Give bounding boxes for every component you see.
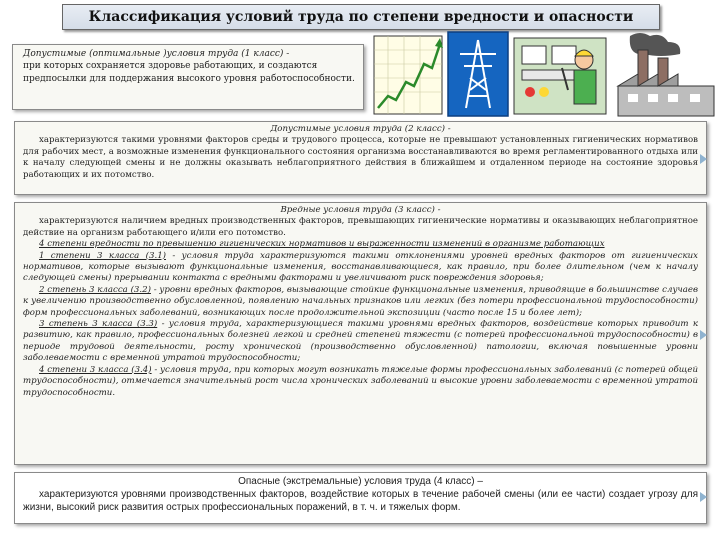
class3-text: характеризуются наличием вредных производственных факторов, превышающих гигиенические нормативы и оказывающих неблагоприятное действие на организм работающего и/или его потомство. (23, 216, 698, 238)
factory-smoke-icon (618, 33, 714, 116)
degree-3-1-text: - условия труда характеризуются такими отклонениями уровней вредных факторов от гигиенических нормативов, которые вызывают функциональные изменения, восстанавливающиеся, как правило, при более длительном (чем к началу следующей смены) прерывании контакта с вредными факторами и увеличивают риск повреждения здоровья; (23, 250, 698, 284)
degree-3-4-text: - условия труда, при которых могут возникать тяжелые формы профессиональных заболеваний (с потерей общей трудоспособности), отмечается значительный рост числа хронических заболеваний и высокие уровни заболеваемости с временной утратой трудоспособности. (23, 364, 699, 398)
page-title: Классификация условий труда по степени вредности и опасности (62, 4, 660, 30)
class1-text: при которых сохраняется здоровье работающих, и создаются предпосылки для поддержания высокого уровня работоспособности. (23, 61, 355, 84)
class4-heading: Опасные (экстремальные) условия труда (4 класс) – (238, 476, 483, 487)
degree-3-4-label: 4 степени 3 класса (3.4) (39, 364, 152, 375)
class2-box (14, 121, 707, 195)
class1-box (12, 44, 364, 110)
arrow-right-icon (700, 492, 707, 502)
class1-heading: Допустимые (оптимальные )условия труда (1 класс) - (23, 49, 290, 59)
degree-3-4 (23, 365, 698, 399)
class3-heading: Вредные условия труда (3 класс) - (280, 205, 441, 215)
class2-text: характеризуются такими уровнями факторов среды и трудового процесса, которые не превышают установленных гигиенических нормативов для рабочих мест, а возможные изменения функционального состояния организма восстанавливаются во время регламентированного отдыха или к началу следующей смены и не должны оказывать неблагоприятного действия в ближайшем и отдаленном периоде на состояние здоровья работающих и их потомство. (23, 135, 698, 180)
power-tower-icon (448, 32, 508, 116)
class3-degrees-intro: 4 степени вредности по превышению гигиенических нормативов и выраженности изменений в организме работающих (39, 239, 605, 250)
degree-3-2 (23, 285, 698, 319)
class4-text: характеризуются уровнями производственных факторов, воздействие которых в течение рабочей смены (или ее части) создает угрозу для жизни, высокий риск развития острых профессиональных поражений, в т. ч. и тяжелых форм. (23, 489, 698, 513)
illustrations (372, 30, 718, 118)
class3-box (14, 202, 707, 465)
degree-3-3-label: 3 степень 3 класса (3.3) (39, 319, 158, 330)
arrow-right-icon (700, 330, 707, 340)
control-panel-worker-icon (514, 38, 606, 114)
degree-3-1 (23, 251, 698, 285)
degree-3-2-text: - уровни вредных факторов, вызывающие стойкие функциональные изменения, приводящие в большинстве случаев к увеличению производственно обусловленной, появлению начальных признаков или легких (без потери профессиональной трудоспособности) форм профессиональных заболеваний, возникающих после продолжительной экспозиции (часто после 15 и более лет); (23, 284, 698, 318)
arrow-right-icon (700, 154, 707, 164)
degree-3-1-label: 1 степени 3 класса (3.1) (39, 250, 167, 261)
class2-heading: Допустимые условия труда (2 класс) - (270, 124, 451, 134)
degree-3-3 (23, 319, 698, 365)
class4-box (14, 472, 707, 524)
degree-3-3-text: - условия труда, характеризующиеся такими уровнями вредных факторов, воздействие которых приводит к развитию, как правило, профессиональных болезней легкой и средней степеней тяжести (с потерей профессиональной трудоспособности) в периоде трудовой деятельности, росту хронической (производственно обусловленной) патологии, включая повышенные уровни заболеваемости с временной утратой трудоспособности; (23, 319, 698, 364)
degree-3-2-label: 2 степень 3 класса (3.2) (39, 284, 151, 295)
rising-chart-icon (374, 36, 443, 114)
